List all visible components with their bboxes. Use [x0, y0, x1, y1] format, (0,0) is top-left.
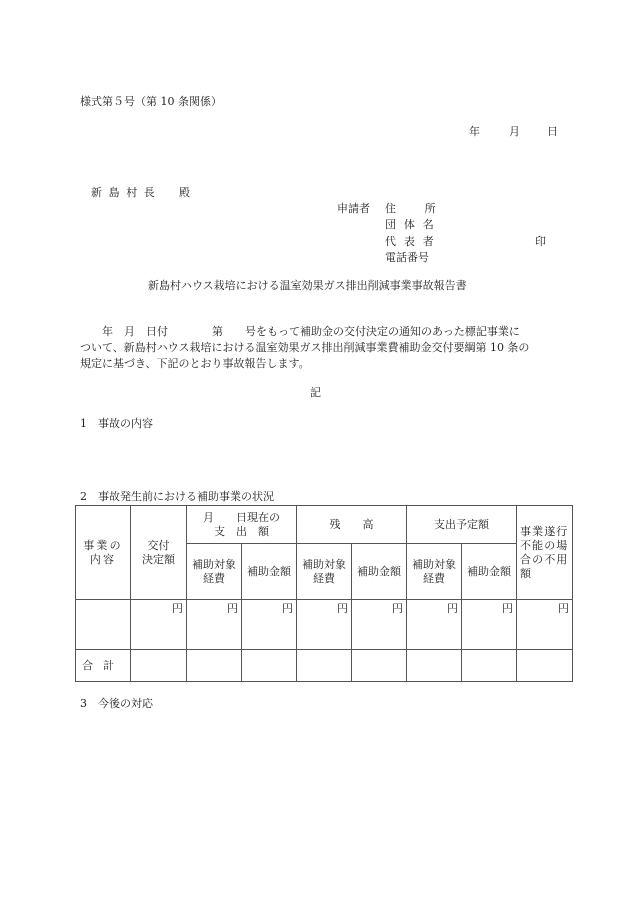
header-content [76, 506, 131, 600]
cell-yen[interactable]: 円 [131, 600, 187, 650]
sub-eligible-line: 補助対象 [192, 557, 236, 571]
sub-amount: 補助金額 [242, 544, 297, 600]
applicant-representative: 代 表 者 [385, 235, 436, 248]
header-spent [187, 506, 297, 544]
header-spent-line: 月 日現在の [203, 510, 280, 524]
cell-total[interactable] [297, 650, 352, 682]
total-label: 合計 [76, 650, 131, 682]
cell-total[interactable] [352, 650, 407, 682]
body-line: 規定に基づき、下記のとおり事故報告します。 [80, 357, 310, 370]
applicant-label: 申請者 [337, 202, 370, 215]
header-content-line: 内容 [89, 552, 117, 566]
sub-eligible [297, 544, 352, 600]
applicant-phone: 電話番号 [385, 251, 429, 264]
section-2-heading: 2 事故発生前における補助事業の状況 [80, 490, 274, 503]
sub-eligible-line: 経費 [203, 571, 225, 585]
sub-amount: 補助金額 [352, 544, 407, 600]
sub-eligible-line: 補助対象 [302, 557, 346, 571]
sub-eligible [187, 544, 242, 600]
cell-yen[interactable]: 円 [407, 600, 462, 650]
cell-total[interactable] [462, 650, 517, 682]
table-row [76, 600, 573, 650]
cell-total[interactable] [517, 650, 573, 682]
cell-total[interactable] [187, 650, 242, 682]
date-year: 年 [469, 125, 480, 138]
date-line [469, 126, 558, 137]
cell-yen[interactable]: 円 [462, 600, 517, 650]
date-day: 日 [547, 125, 558, 138]
body-line: ついて、新島村ハウス栽培における温室効果ガス排出削減事業費補助金交付要綱第 10 条の [80, 341, 530, 354]
section-3-heading: 3 今後の対応 [80, 697, 153, 710]
header-grant-line: 交付 [147, 538, 170, 552]
header-balance: 残 高 [297, 506, 407, 544]
sub-eligible-line: 補助対象 [412, 557, 456, 571]
seal-mark: 印 [535, 235, 546, 248]
sub-eligible-line: 経費 [313, 571, 335, 585]
addressee: 新島村長 殿 [91, 186, 197, 199]
applicant-address: 住 所 [385, 202, 438, 215]
date-month: 月 [509, 125, 520, 138]
body-line: 年 月 日付 第 号をもって補助金の交付決定の通知のあった標記事業に [80, 325, 520, 338]
sub-eligible-line: 経費 [423, 571, 445, 585]
body-paragraph [80, 324, 529, 372]
header-grant-line: 決定額 [142, 552, 175, 566]
header-planned: 支出予定額 [407, 506, 517, 544]
cell-content[interactable] [76, 600, 131, 650]
table-total-row [76, 650, 573, 682]
header-content-line: 事業の [83, 538, 123, 552]
section-1-heading: 1 事故の内容 [80, 417, 153, 430]
header-unused: 事業遂行不能の場合の不用額 [517, 506, 573, 600]
ki-heading: 記 [310, 386, 321, 399]
cell-total[interactable] [242, 650, 297, 682]
cell-yen[interactable]: 円 [297, 600, 352, 650]
cell-yen[interactable]: 円 [187, 600, 242, 650]
status-table [75, 505, 573, 682]
document-title: 新島村ハウス栽培における温室効果ガス排出削減事業事故報告書 [148, 279, 467, 292]
form-number: 様式第５号（第 10 条関係） [80, 95, 222, 108]
header-grant [131, 506, 187, 600]
cell-total[interactable] [407, 650, 462, 682]
cell-total[interactable] [131, 650, 187, 682]
cell-yen[interactable]: 円 [352, 600, 407, 650]
cell-yen[interactable]: 円 [517, 600, 573, 650]
sub-amount: 補助金額 [462, 544, 517, 600]
header-spent-line: 支 出 額 [214, 524, 269, 538]
sub-eligible [407, 544, 462, 600]
applicant-organization: 団 体 名 [385, 218, 436, 231]
cell-yen[interactable]: 円 [242, 600, 297, 650]
